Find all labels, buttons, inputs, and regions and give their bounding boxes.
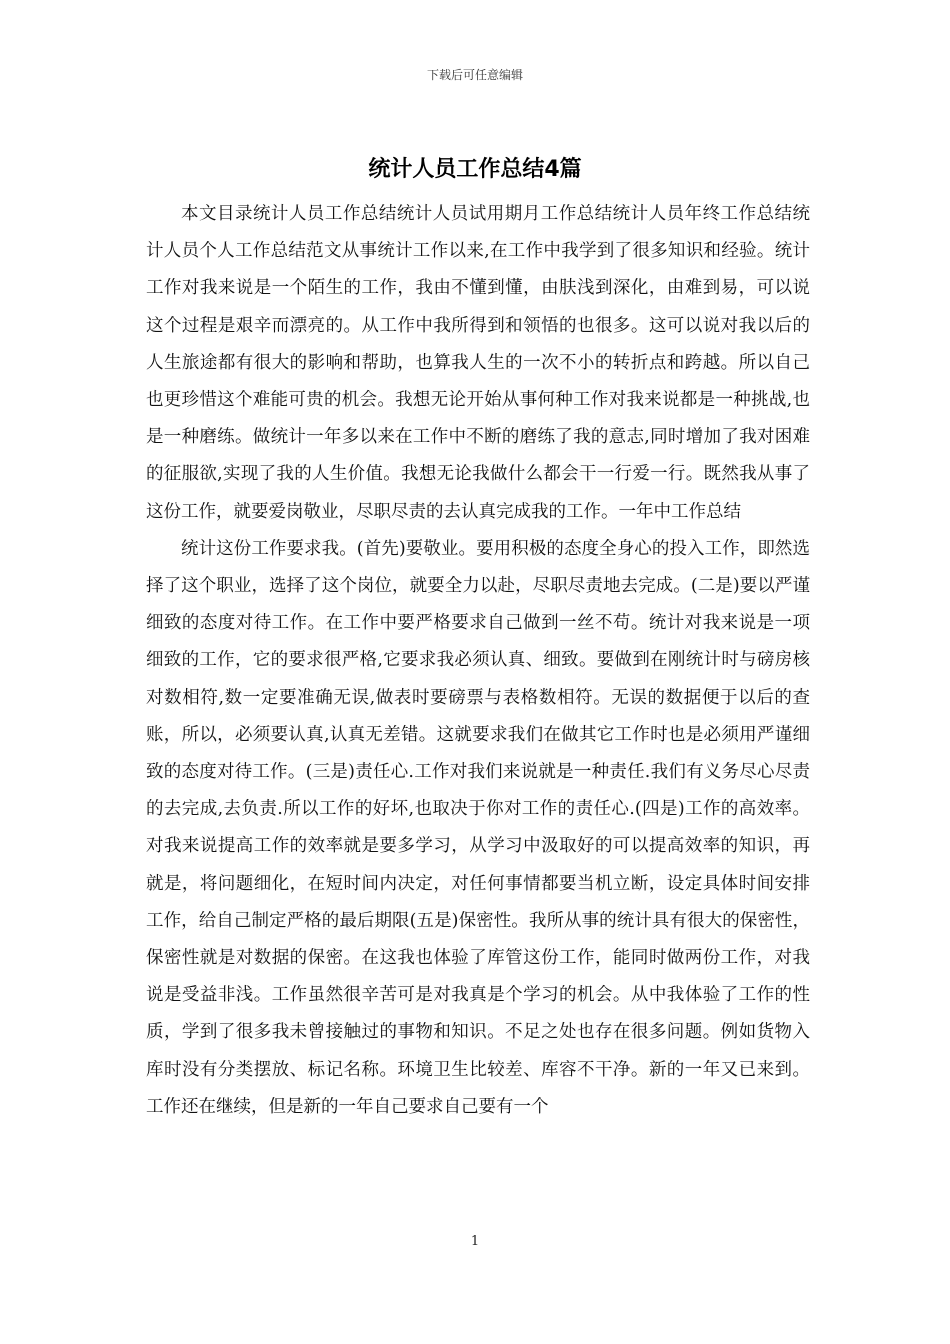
document-body (146, 196, 810, 1126)
header-note: 下载后可任意编辑 (426, 68, 523, 82)
body-paragraph: 统计这份工作要求我。(首先)要敬业。要用积极的态度全身心的投入工作，即然选择了这个职业，选择了这个岗位，就要全力以赴，尽职尽责地去完成。(二是)要以严谨细致的态度对待工作。在工作中要严格要求自己做到一丝不苟。统计对我来说是一项细致的工作，它的要求很严格,它要求我必须认真、细致。要做到在刚统计时与磅房核对数相符,数一定要准确无误,做表时要磅票与表格数相符。无误的数据便于以后的查账，所以，必须要认真,认真无差错。这就要求我们在做其它工作时也是必须用严谨细致的态度对待工作。(三是)责任心.工作对我们来说就是一种责任.我们有义务尽心尽责的去完成,去负责.所以工作的好坏,也取决于你对工作的责任心.(四是)工作的高效率。对我来说提高工作的效率就是要多学习，从学习中汲取好的可以提高效率的知识，再就是，将问题细化，在短时间内决定，对任何事情都要当机立断，设定具体时间安排工作，给自己制定严格的最后期限(五是)保密性。我所从事的统计具有很大的保密性，保密性就是对数据的保密。在这我也体验了库管这份工作，能同时做两份工作，对我说是受益非浅。工作虽然很辛苦可是对我真是个学习的机会。从中我体验了工作的性质，学到了很多我未曾接触过的事物和知识。不足之处也存在很多问题。例如货物入库时没有分类摆放、标记名称。环境卫生比较差、库容不干净。新的一年又已来到。工作还在继续，但是新的一年自己要求自己要有一个 (146, 538, 810, 1117)
page-number: 1 (470, 1234, 480, 1249)
body-paragraph: 本文目录统计人员工作总结统计人员试用期月工作总结统计人员年终工作总结统计人员个人工作总结范文从事统计工作以来,在工作中我学到了很多知识和经验。统计工作对我来说是一个陌生的工作，我由不懂到懂，由肤浅到深化，由难到易，可以说这个过程是艰辛而漂亮的。从工作中我所得到和领悟的也很多。这可以说对我以后的人生旅途都有很大的影响和帮助，也算我人生的一次不小的转折点和跨越。所以自己也更珍惜这个难能可贵的机会。我想无论开始从事何种工作对我来说都是一种挑战,也是一种磨练。做统计一年多以来在工作中不断的磨练了我的意志,同时增加了我对困难的征服欲,实现了我的人生价值。我想无论我做什么都会干一行爱一行。既然我从事了这份工作，就要爱岗敬业，尽职尽责的去认真完成我的工作。一年中工作总结 (146, 204, 810, 522)
document-title: 统计人员工作总结4篇 (368, 157, 582, 182)
